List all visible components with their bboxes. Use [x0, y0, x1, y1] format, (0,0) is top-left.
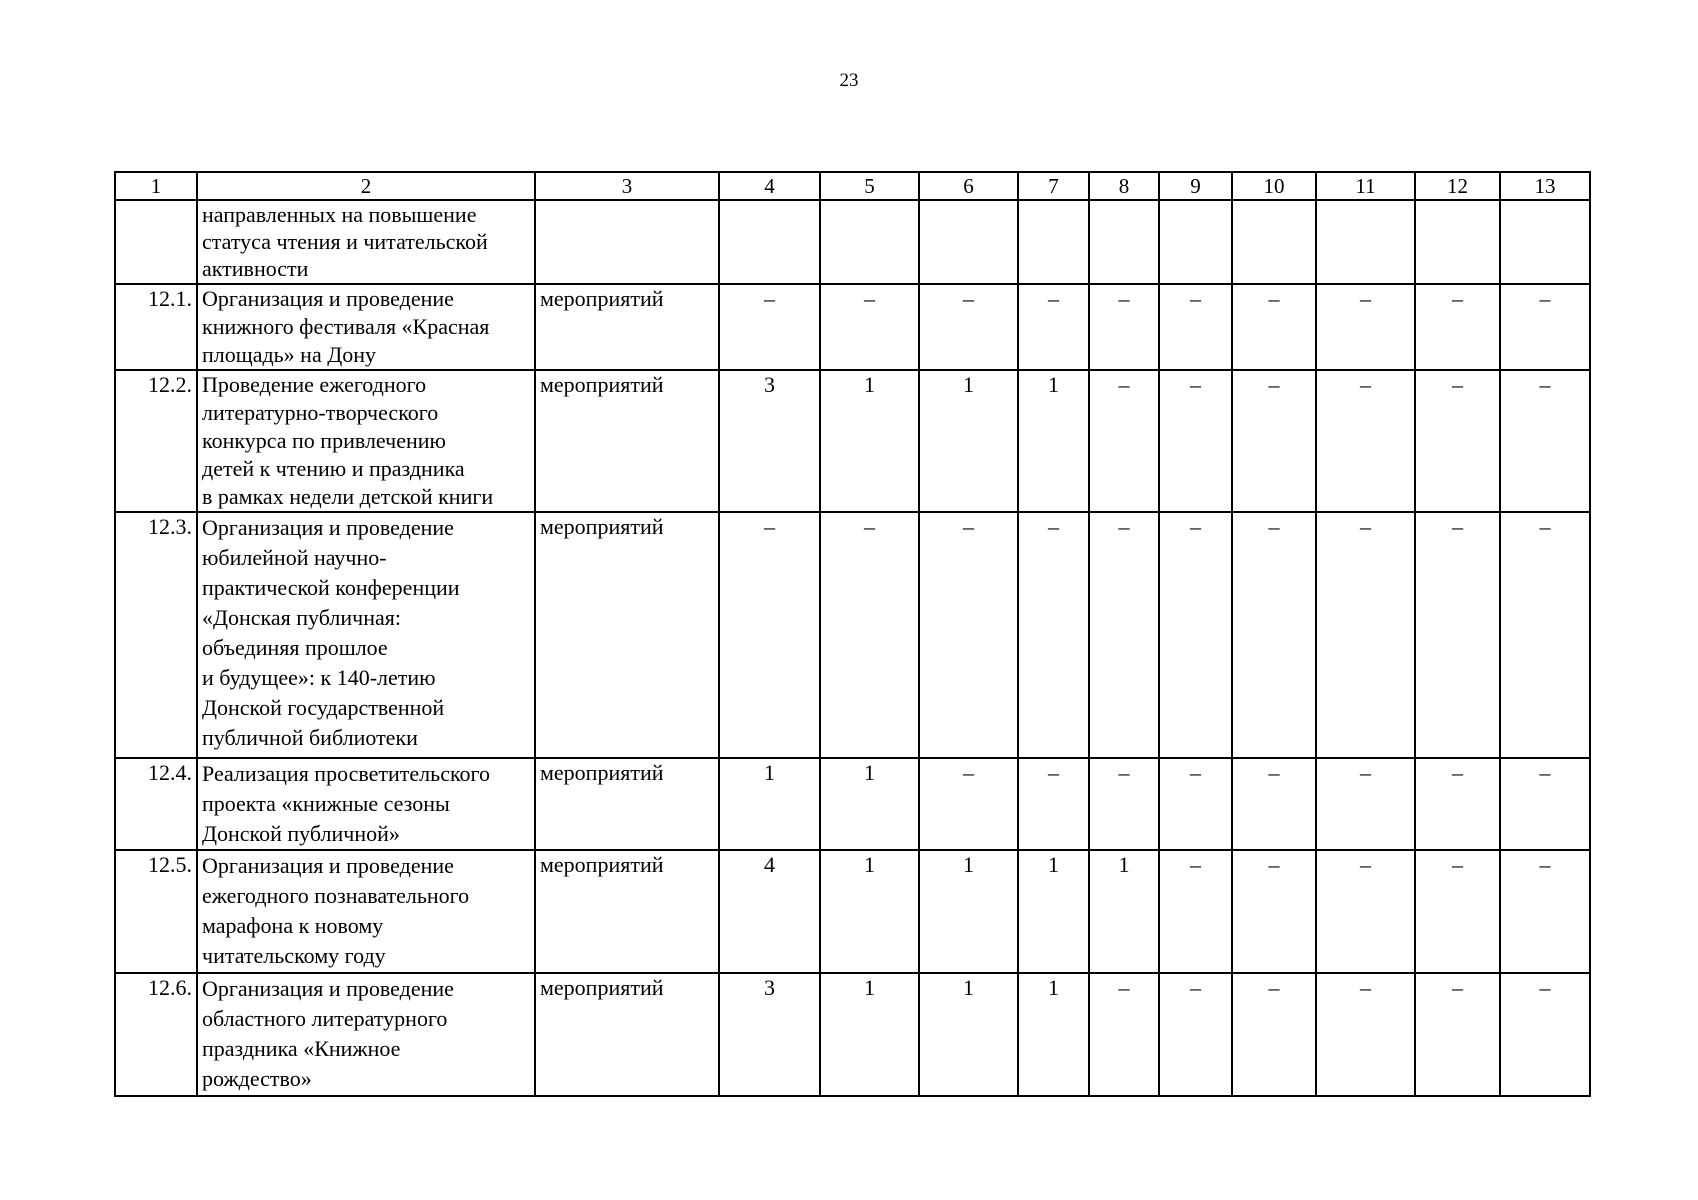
- row-value: 4: [719, 850, 820, 973]
- row-description: [197, 512, 535, 758]
- row-value: –: [1500, 850, 1590, 973]
- description-line: Организация и проведение: [202, 515, 454, 540]
- row-value: –: [1415, 370, 1500, 512]
- row-value: 1: [919, 370, 1018, 512]
- description-line: Донской государственной: [202, 695, 445, 720]
- row-value: –: [1159, 758, 1232, 850]
- description-line: и будущее»: к 140-летию: [202, 665, 436, 690]
- description-line: «Донская публичная:: [202, 605, 401, 630]
- description-line: объединяя прошлое: [202, 635, 388, 660]
- row-value: –: [719, 512, 820, 758]
- row-value: 1: [919, 973, 1018, 1096]
- description-line: Организация и проведение: [202, 286, 454, 311]
- row-value: 3: [719, 973, 820, 1096]
- row-value: [1316, 200, 1415, 284]
- row-description: [197, 850, 535, 973]
- description-line: проекта «книжные сезоны: [202, 791, 450, 816]
- description-line: праздника «Книжное: [202, 1036, 401, 1061]
- row-value: –: [1089, 370, 1159, 512]
- description-line: Организация и проведение: [202, 853, 454, 878]
- row-value: 1: [820, 973, 919, 1096]
- row-value: –: [1316, 370, 1415, 512]
- column-number: 4: [719, 172, 820, 200]
- row-value: 1: [1089, 850, 1159, 973]
- row-value: –: [919, 512, 1018, 758]
- description-line: областного литературного: [202, 1006, 448, 1031]
- description-line: Донской публичной»: [202, 821, 400, 846]
- description-line: Реализация просветительского: [202, 761, 491, 786]
- column-number: 3: [535, 172, 719, 200]
- row-value: –: [1500, 370, 1590, 512]
- column-number: 12: [1415, 172, 1500, 200]
- row-number: 12.3.: [115, 512, 197, 758]
- row-value: –: [1089, 512, 1159, 758]
- row-value: –: [1089, 758, 1159, 850]
- row-value: –: [1415, 284, 1500, 370]
- row-value: –: [1415, 850, 1500, 973]
- row-value: –: [1159, 973, 1232, 1096]
- table-row: [115, 200, 1590, 284]
- row-value: –: [1415, 758, 1500, 850]
- row-value: [1018, 200, 1089, 284]
- row-number: 12.1.: [115, 284, 197, 370]
- row-value: 1: [919, 850, 1018, 973]
- column-number: 11: [1316, 172, 1415, 200]
- row-value: –: [1232, 850, 1316, 973]
- row-value: –: [1232, 370, 1316, 512]
- row-value: –: [1018, 512, 1089, 758]
- column-number: 7: [1018, 172, 1089, 200]
- row-value: –: [1232, 512, 1316, 758]
- table-row: [115, 850, 1590, 973]
- row-value: –: [1500, 758, 1590, 850]
- row-value: [1232, 200, 1316, 284]
- row-value: –: [1415, 973, 1500, 1096]
- column-number-row: [115, 172, 1590, 200]
- data-table: [114, 171, 1591, 1097]
- row-value: –: [820, 512, 919, 758]
- description-line: ежегодного познавательного: [202, 883, 470, 908]
- row-value: 1: [1018, 370, 1089, 512]
- page-number: 23: [839, 70, 859, 91]
- row-number: 12.4.: [115, 758, 197, 850]
- row-value: –: [1232, 973, 1316, 1096]
- description-line: книжного фестиваля «Красная: [202, 314, 490, 339]
- row-value: –: [1159, 850, 1232, 973]
- row-value: –: [1316, 284, 1415, 370]
- row-value: –: [1500, 973, 1590, 1096]
- description-line: активности: [202, 256, 309, 281]
- row-value: [1159, 200, 1232, 284]
- row-description: [197, 370, 535, 512]
- row-description: [197, 758, 535, 850]
- table-row: [115, 284, 1590, 370]
- row-value: 1: [820, 370, 919, 512]
- description-line: марафона к новому: [202, 913, 384, 938]
- row-value: –: [1159, 512, 1232, 758]
- row-unit: мероприятий: [535, 370, 719, 512]
- row-value: –: [1159, 284, 1232, 370]
- row-value: 1: [1018, 973, 1089, 1096]
- description-line: Проведение ежегодного: [202, 372, 427, 397]
- row-value: –: [820, 284, 919, 370]
- row-value: [820, 200, 919, 284]
- column-number: 6: [919, 172, 1018, 200]
- row-unit: [535, 200, 719, 284]
- table-row: [115, 370, 1590, 512]
- row-value: –: [1500, 512, 1590, 758]
- column-number: 5: [820, 172, 919, 200]
- column-number: 13: [1500, 172, 1590, 200]
- row-value: –: [1089, 284, 1159, 370]
- row-number: 12.5.: [115, 850, 197, 973]
- column-number: 8: [1089, 172, 1159, 200]
- row-number: 12.2.: [115, 370, 197, 512]
- row-value: –: [1316, 512, 1415, 758]
- column-number: 9: [1159, 172, 1232, 200]
- row-value: –: [1500, 284, 1590, 370]
- description-line: практической конференции: [202, 575, 460, 600]
- table-row: [115, 512, 1590, 758]
- row-value: –: [1089, 973, 1159, 1096]
- row-value: –: [1018, 758, 1089, 850]
- row-value: 3: [719, 370, 820, 512]
- row-value: [719, 200, 820, 284]
- row-value: [919, 200, 1018, 284]
- row-number: [115, 200, 197, 284]
- description-line: рождество»: [202, 1066, 312, 1091]
- row-description: [197, 200, 535, 284]
- row-value: [1500, 200, 1590, 284]
- row-value: –: [919, 284, 1018, 370]
- row-value: –: [1415, 512, 1500, 758]
- description-line: в рамках недели детской книги: [202, 484, 494, 509]
- row-unit: мероприятий: [535, 973, 719, 1096]
- row-description: [197, 973, 535, 1096]
- row-value: 1: [719, 758, 820, 850]
- row-description: [197, 284, 535, 370]
- row-number: 12.6.: [115, 973, 197, 1096]
- row-unit: мероприятий: [535, 284, 719, 370]
- row-value: –: [1159, 370, 1232, 512]
- row-value: 1: [820, 758, 919, 850]
- row-value: –: [1018, 284, 1089, 370]
- row-value: –: [1316, 973, 1415, 1096]
- description-line: статуса чтения и читательской: [202, 229, 488, 254]
- row-value: –: [1316, 850, 1415, 973]
- table-row: [115, 973, 1590, 1096]
- row-value: –: [1316, 758, 1415, 850]
- column-number: 1: [115, 172, 197, 200]
- row-value: [1089, 200, 1159, 284]
- column-number: 10: [1232, 172, 1316, 200]
- row-value: –: [719, 284, 820, 370]
- row-unit: мероприятий: [535, 512, 719, 758]
- row-value: –: [919, 758, 1018, 850]
- description-line: Организация и проведение: [202, 976, 454, 1001]
- row-value: –: [1232, 758, 1316, 850]
- column-number: 2: [197, 172, 535, 200]
- description-line: литературно-творческого: [202, 400, 439, 425]
- row-value: –: [1232, 284, 1316, 370]
- description-line: юбилейной научно-: [202, 545, 387, 570]
- row-unit: мероприятий: [535, 758, 719, 850]
- description-line: конкурса по привлечению: [202, 428, 446, 453]
- row-value: [1415, 200, 1500, 284]
- description-line: читательскому году: [202, 943, 386, 968]
- description-line: направленных на повышение: [202, 202, 477, 227]
- row-value: 1: [820, 850, 919, 973]
- description-line: детей к чтению и праздника: [202, 456, 465, 481]
- description-line: площадь» на Дону: [202, 342, 377, 367]
- row-value: 1: [1018, 850, 1089, 973]
- row-unit: мероприятий: [535, 850, 719, 973]
- table-row: [115, 758, 1590, 850]
- description-line: публичной библиотеки: [202, 725, 418, 750]
